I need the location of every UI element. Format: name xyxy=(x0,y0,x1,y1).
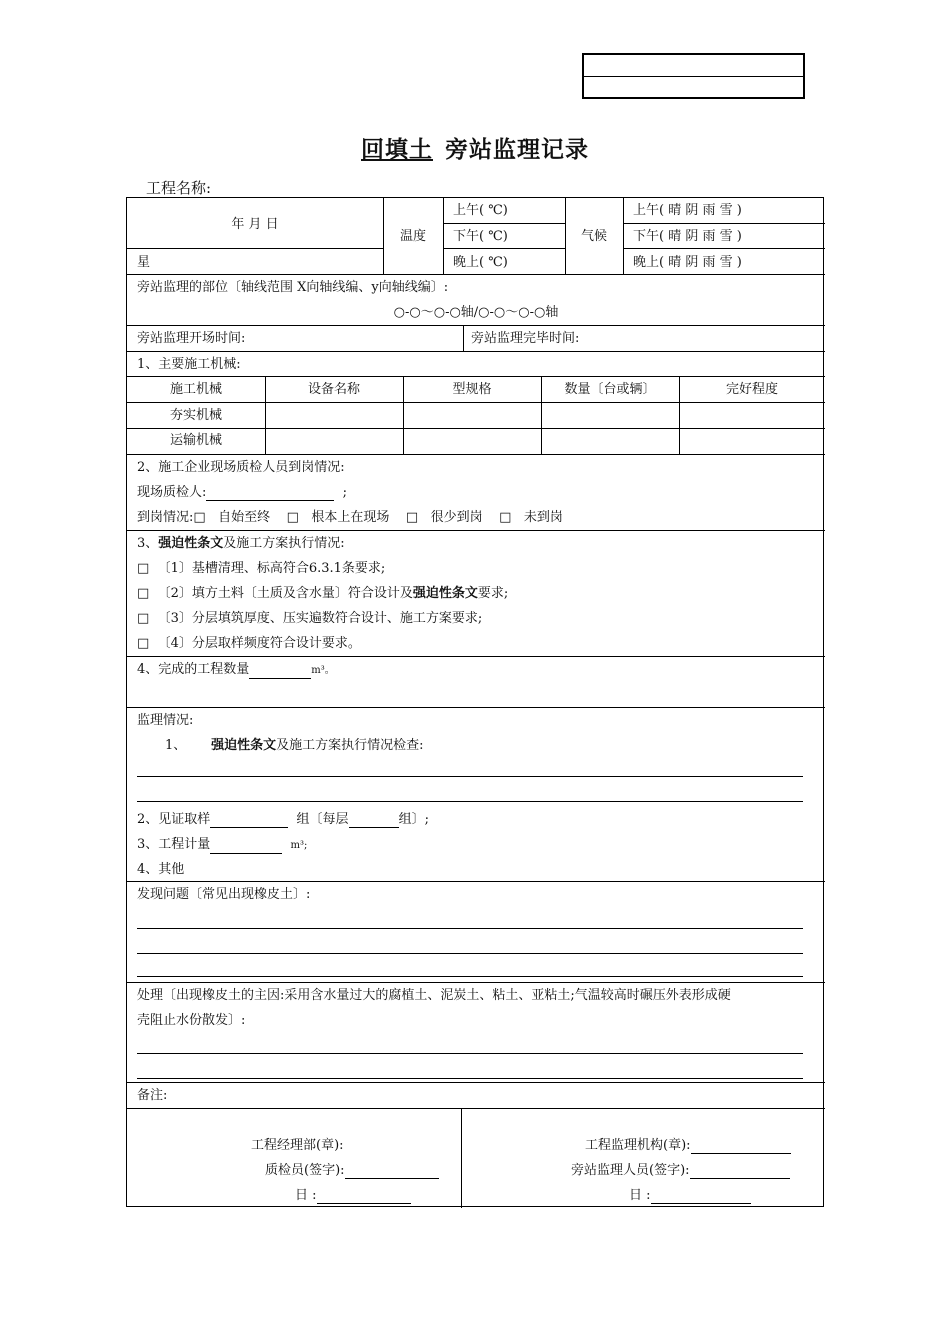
location-value: ○-○～○-○轴/○-○～○-○轴 xyxy=(393,305,559,320)
supervisor-seal-blank[interactable] xyxy=(691,1153,791,1154)
supervision-heading: 监理情况: xyxy=(137,713,194,728)
mandatory-item-text: 〔2〕填方土料〔土质及含水量〕符合设计及 xyxy=(157,586,413,601)
date-label: 年 月 日 xyxy=(231,217,279,232)
supervisor-seal-row xyxy=(585,1138,791,1154)
contractor-seal-label: 工程经理部(章): xyxy=(251,1138,344,1153)
qc-signature-blank[interactable] xyxy=(345,1178,439,1179)
witness-sampling-label: 2、见证取样 xyxy=(137,812,211,827)
quantity-blank[interactable] xyxy=(249,678,311,679)
checkbox[interactable]: □ xyxy=(499,510,512,525)
checkbox[interactable]: □ xyxy=(137,586,150,601)
inspector-blank[interactable] xyxy=(206,500,334,501)
weather-evening: 晚上( 晴 阴 雨 雪 ) xyxy=(633,255,742,270)
mandatory-heading-prefix: 3、 xyxy=(137,536,159,551)
weather-label: 气候 xyxy=(580,229,607,244)
left-date-row xyxy=(295,1188,411,1204)
option-absent: 未到岗 xyxy=(523,510,563,525)
supervisor-seal-label: 工程监理机构(章): xyxy=(585,1138,691,1153)
problems-label: 发现问题〔常见出现橡皮土〕: xyxy=(137,887,311,902)
attendance-label: 到岗情况: xyxy=(137,510,194,525)
handling-line-2: 壳阻止水份散发〕: xyxy=(137,1013,246,1028)
left-date-label: 日 : xyxy=(295,1188,317,1203)
mandatory-heading-suffix: 及施工方案执行情况: xyxy=(223,536,345,551)
mandatory-item-post: 要求; xyxy=(477,586,509,601)
write-line[interactable] xyxy=(137,1078,803,1079)
temperature-label: 温度 xyxy=(399,229,426,244)
onsite-supervisor-blank[interactable] xyxy=(690,1178,790,1179)
machinery-col-model: 型规格 xyxy=(452,382,492,397)
project-name-label: 工程名称: xyxy=(146,179,212,197)
checkbox[interactable]: □ xyxy=(137,636,150,651)
witness-sampling-blank[interactable] xyxy=(210,827,288,828)
qc-signature-label: 质检员(签字): xyxy=(265,1163,345,1178)
title-underlined: 回填土 xyxy=(361,137,433,163)
measurement-unit: m³; xyxy=(290,840,308,851)
option-rarely: 很少到岗 xyxy=(430,510,483,525)
checkbox[interactable]: □ xyxy=(286,510,299,525)
machinery-col-type: 施工机械 xyxy=(169,382,222,397)
supervision-item1-suffix: 及施工方案执行情况检查: xyxy=(276,738,424,753)
checkbox[interactable]: □ xyxy=(137,611,150,626)
measurement-blank[interactable] xyxy=(210,853,282,854)
title-rest: 旁站监理记录 xyxy=(445,137,589,163)
temp-morning: 上午( ℃) xyxy=(453,203,508,218)
mandatory-heading-bold: 强迫性条文 xyxy=(158,536,224,551)
onsite-supervisor-row xyxy=(571,1163,790,1179)
inspector-end: ; xyxy=(342,485,348,500)
machinery-col-condition: 完好程度 xyxy=(725,382,778,397)
quantity-unit: m³。 xyxy=(311,665,335,676)
mandatory-item-4 xyxy=(137,636,361,652)
remarks-label: 备注: xyxy=(137,1088,168,1103)
right-date-row xyxy=(629,1188,751,1204)
right-date-blank[interactable] xyxy=(651,1203,751,1204)
weather-morning: 上午( 晴 阴 雨 雪 ) xyxy=(633,203,742,218)
start-time-label: 旁站监理开场时间: xyxy=(137,331,246,346)
write-line[interactable] xyxy=(137,953,803,954)
machinery-col-quantity: 数量〔台或辆〕 xyxy=(564,382,656,397)
supervision-item-4: 4、其他 xyxy=(137,862,185,877)
weather-afternoon: 下午( 晴 阴 雨 雪 ) xyxy=(633,229,742,244)
qc-signature-row xyxy=(265,1163,439,1179)
witness-group-end: 组〕; xyxy=(398,812,429,827)
supervision-item1-bold: 强迫性条文 xyxy=(211,738,277,753)
end-time-label: 旁站监理完毕时间: xyxy=(471,331,580,346)
checkbox[interactable]: □ xyxy=(193,510,206,525)
right-date-label: 日 : xyxy=(629,1188,651,1203)
write-line[interactable] xyxy=(137,1053,803,1054)
mandatory-item-bold: 强迫性条文 xyxy=(412,586,478,601)
weekday-label: 星 xyxy=(137,255,151,270)
write-line[interactable] xyxy=(137,976,803,977)
quantity-label: 4、完成的工程数量 xyxy=(137,662,250,677)
option-mostly-present: 根本上在现场 xyxy=(311,510,390,525)
mandatory-heading xyxy=(137,536,345,552)
onsite-supervisor-label: 旁站监理人员(签字): xyxy=(571,1163,690,1178)
write-line[interactable] xyxy=(137,801,803,802)
machinery-col-name: 设备名称 xyxy=(307,382,360,397)
inspectors-heading: 2、施工企业现场质检人员到岗情况: xyxy=(137,460,345,475)
mandatory-item-1 xyxy=(137,561,385,577)
handling-line-1: 处理〔出现橡皮土的主因:采用含水量过大的腐植土、泥炭土、粘土、亚粘土;气温较高时碾压外表形成硬 xyxy=(137,988,731,1003)
mandatory-item-3 xyxy=(137,611,482,627)
machinery-row-compaction: 夯实机械 xyxy=(169,408,222,423)
per-layer-blank[interactable] xyxy=(349,827,399,828)
machinery-heading: 1、主要施工机械: xyxy=(137,357,241,372)
write-line[interactable] xyxy=(137,928,803,929)
supervision-item-1 xyxy=(165,738,423,754)
mandatory-item-text: 〔1〕基槽清理、标高符合6.3.1条要求; xyxy=(157,561,386,576)
inspector-row xyxy=(137,485,347,501)
supervision-item-3 xyxy=(137,837,307,854)
option-throughout: 自始至终 xyxy=(218,510,271,525)
machinery-row-transport: 运输机械 xyxy=(169,433,222,448)
inspector-label: 现场质检人: xyxy=(137,485,207,500)
left-date-blank[interactable] xyxy=(317,1203,411,1204)
temp-afternoon: 下午( ℃) xyxy=(453,229,508,244)
measurement-label: 3、工程计量 xyxy=(137,837,211,852)
location-label: 旁站监理的部位〔轴线范围 X向轴线编、y向轴线编〕: xyxy=(137,280,449,295)
supervision-item1-prefix: 1、 xyxy=(165,738,187,753)
mandatory-item-2 xyxy=(137,586,508,602)
document-number-box xyxy=(582,53,805,99)
attendance-row xyxy=(137,510,563,526)
checkbox[interactable]: □ xyxy=(405,510,419,525)
page-title xyxy=(0,131,950,164)
temp-evening: 晚上( ℃) xyxy=(453,255,508,270)
mandatory-item-text: 〔3〕分层填筑厚度、压实遍数符合设计、施工方案要求; xyxy=(157,611,483,626)
write-line[interactable] xyxy=(137,776,803,777)
supervision-item-2 xyxy=(137,812,429,828)
checkbox[interactable]: □ xyxy=(137,561,150,576)
witness-per-layer-label: 组〔每层 xyxy=(296,812,349,827)
quantity-row xyxy=(137,662,335,679)
record-form xyxy=(126,197,824,1207)
mandatory-item-text: 〔4〕分层取样频度符合设计要求。 xyxy=(157,636,361,651)
